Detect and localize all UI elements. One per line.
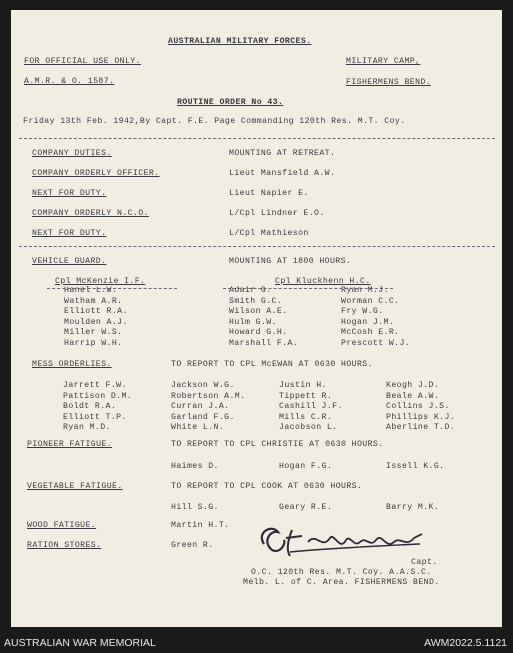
roster-name: Miller W.S. [64, 328, 123, 338]
pioneer-name: Issell K.G. [386, 462, 445, 471]
duty-label: COMPANY ORDERLY N.C.O. [32, 209, 149, 218]
duty-value: MOUNTING AT RETREAT. [229, 149, 336, 158]
signature-line-1: O.C. 120th Res. M.T. Coy. A.A.S.C. [251, 568, 432, 577]
roster-name: Watham A.R. [64, 296, 123, 306]
roster-name: Boldt R.A. [63, 402, 117, 412]
duty-value: Lieut Mansfield A.W. [229, 169, 336, 178]
mess-label: MESS ORDERLIES. [32, 360, 112, 369]
roster-name: Worman C.C. [341, 296, 400, 306]
duty-value: L/Cpl Lindner E.O. [229, 209, 325, 218]
duty-label: COMPANY ORDERLY OFFICER. [32, 169, 160, 178]
pioneer-name: Hogan F.G. [279, 462, 333, 471]
roster-name: Phillips K.J. [386, 412, 456, 422]
footer-bar [0, 627, 513, 653]
roster-name: Robertson A.M. [171, 391, 246, 401]
amr-reference: A.M.R. & O. 1587. [24, 77, 115, 86]
roster-name: Cashill J.F. [279, 402, 343, 412]
roster-name: Tippett R. [279, 391, 333, 401]
date-line: Friday 13th Feb. 1942,By Capt. F.E. Page Commanding 120th Res. M.T. Coy. [23, 117, 406, 126]
roster-name: McCosh E.R. [341, 328, 400, 338]
guard-head-left: Cpl McKenzie I.F. [55, 277, 146, 286]
roster-name: Wilson A.E. [229, 307, 288, 317]
roster-name: Harrip W.H. [64, 339, 123, 348]
wood-name: Martin H.T. [171, 521, 230, 530]
roster-name: Keogh J.D. [386, 381, 440, 390]
roster-name: Mills C.R. [279, 412, 333, 422]
roster-name: White L.N. [171, 423, 225, 433]
vegetable-instruction: TO REPORT TO CPL COOK AT 0630 HOURS. [171, 482, 363, 491]
pioneer-label: PIONEER FATIGUE. [27, 440, 113, 449]
roster-name: Collins J.S. [386, 402, 450, 412]
signature-rank: Capt. [411, 558, 438, 567]
roster-name: Ryan M.J. [341, 286, 389, 295]
roster-name: Aberline T.D. [386, 423, 456, 433]
duty-value: L/Cpl Mathieson [229, 229, 309, 238]
roster-name: Jacobson L. [279, 423, 338, 433]
roster-name: Adair G. [229, 286, 272, 295]
roster-name: Smith G.C. [229, 296, 283, 306]
roster-name: Curran J.A. [171, 402, 230, 412]
roster-name: Hulm G.W. [229, 317, 277, 327]
divider [19, 138, 495, 139]
roster-name: Jackson W.G. [171, 381, 235, 390]
vehicle-guard-label: VEHICLE GUARD. [32, 257, 107, 266]
vehicle-guard-mounting: MOUNTING AT 1800 HOURS. [229, 257, 352, 266]
duty-label: NEXT FOR DUTY. [32, 229, 107, 238]
pioneer-instruction: TO REPORT TO CPL CHRISTIE AT 0630 HOURS. [171, 440, 384, 449]
guard-head-right: Cpl Kluckhenn H.C. [275, 277, 371, 286]
roster-name: Elliott R.A. [64, 307, 128, 317]
roster-name: Howard G.H. [229, 328, 288, 338]
roster-name: Hanel L.W. [64, 286, 118, 295]
ration-name: Green R. [171, 541, 214, 550]
roster-name: Ryan M.D. [63, 423, 111, 433]
official-use-label: FOR OFFICIAL USE ONLY. [24, 57, 141, 66]
signature-line-2: Melb. L. of C. Area. FISHERMENS BEND. [243, 578, 440, 587]
vegetable-name: Hill S.G. [171, 503, 219, 512]
roster-name: Marshall F.A. [229, 339, 299, 348]
vegetable-name: Barry M.K. [386, 503, 440, 512]
duty-label: COMPANY DUTIES. [32, 149, 112, 158]
roster-name: Justin H. [279, 381, 327, 390]
roster-name: Prescott W.J. [341, 339, 411, 348]
wood-label: WOOD FATIGUE. [27, 521, 97, 530]
roster-name: Hogan J.M. [341, 317, 395, 327]
location-label: FISHERMENS BEND. [346, 78, 432, 87]
camp-label: MILITARY CAMP, [346, 57, 421, 66]
divider [19, 246, 495, 247]
document-title: AUSTRALIAN MILITARY FORCES. [168, 37, 312, 46]
order-number: ROUTINE ORDER No 43. [177, 98, 284, 107]
roster-name: Pattison D.M. [63, 391, 133, 401]
ration-label: RATION STORES. [27, 541, 102, 550]
handwritten-signature [250, 522, 430, 560]
footer-accession-number: AWM2022.5.1121 [424, 637, 507, 649]
mess-instruction: TO REPORT TO CPL McEWAN AT 0630 HOURS. [171, 360, 373, 369]
roster-name: Garland F.G. [171, 412, 235, 422]
footer-source: AUSTRALIAN WAR MEMORIAL [4, 637, 156, 649]
pioneer-name: Haimes D. [171, 462, 219, 471]
roster-name: Beale A.W. [386, 391, 440, 401]
roster-name: Elliott T.P. [63, 412, 127, 422]
roster-name: Fry W.G. [341, 307, 384, 317]
duty-value: Lieut Napier E. [229, 189, 309, 198]
roster-name: Moulden A.J. [64, 317, 128, 327]
vegetable-name: Geary R.E. [279, 503, 333, 512]
duty-label: NEXT FOR DUTY. [32, 189, 107, 198]
roster-name: Jarrett F.W. [63, 381, 127, 390]
vegetable-label: VEGETABLE FATIGUE. [27, 482, 123, 491]
